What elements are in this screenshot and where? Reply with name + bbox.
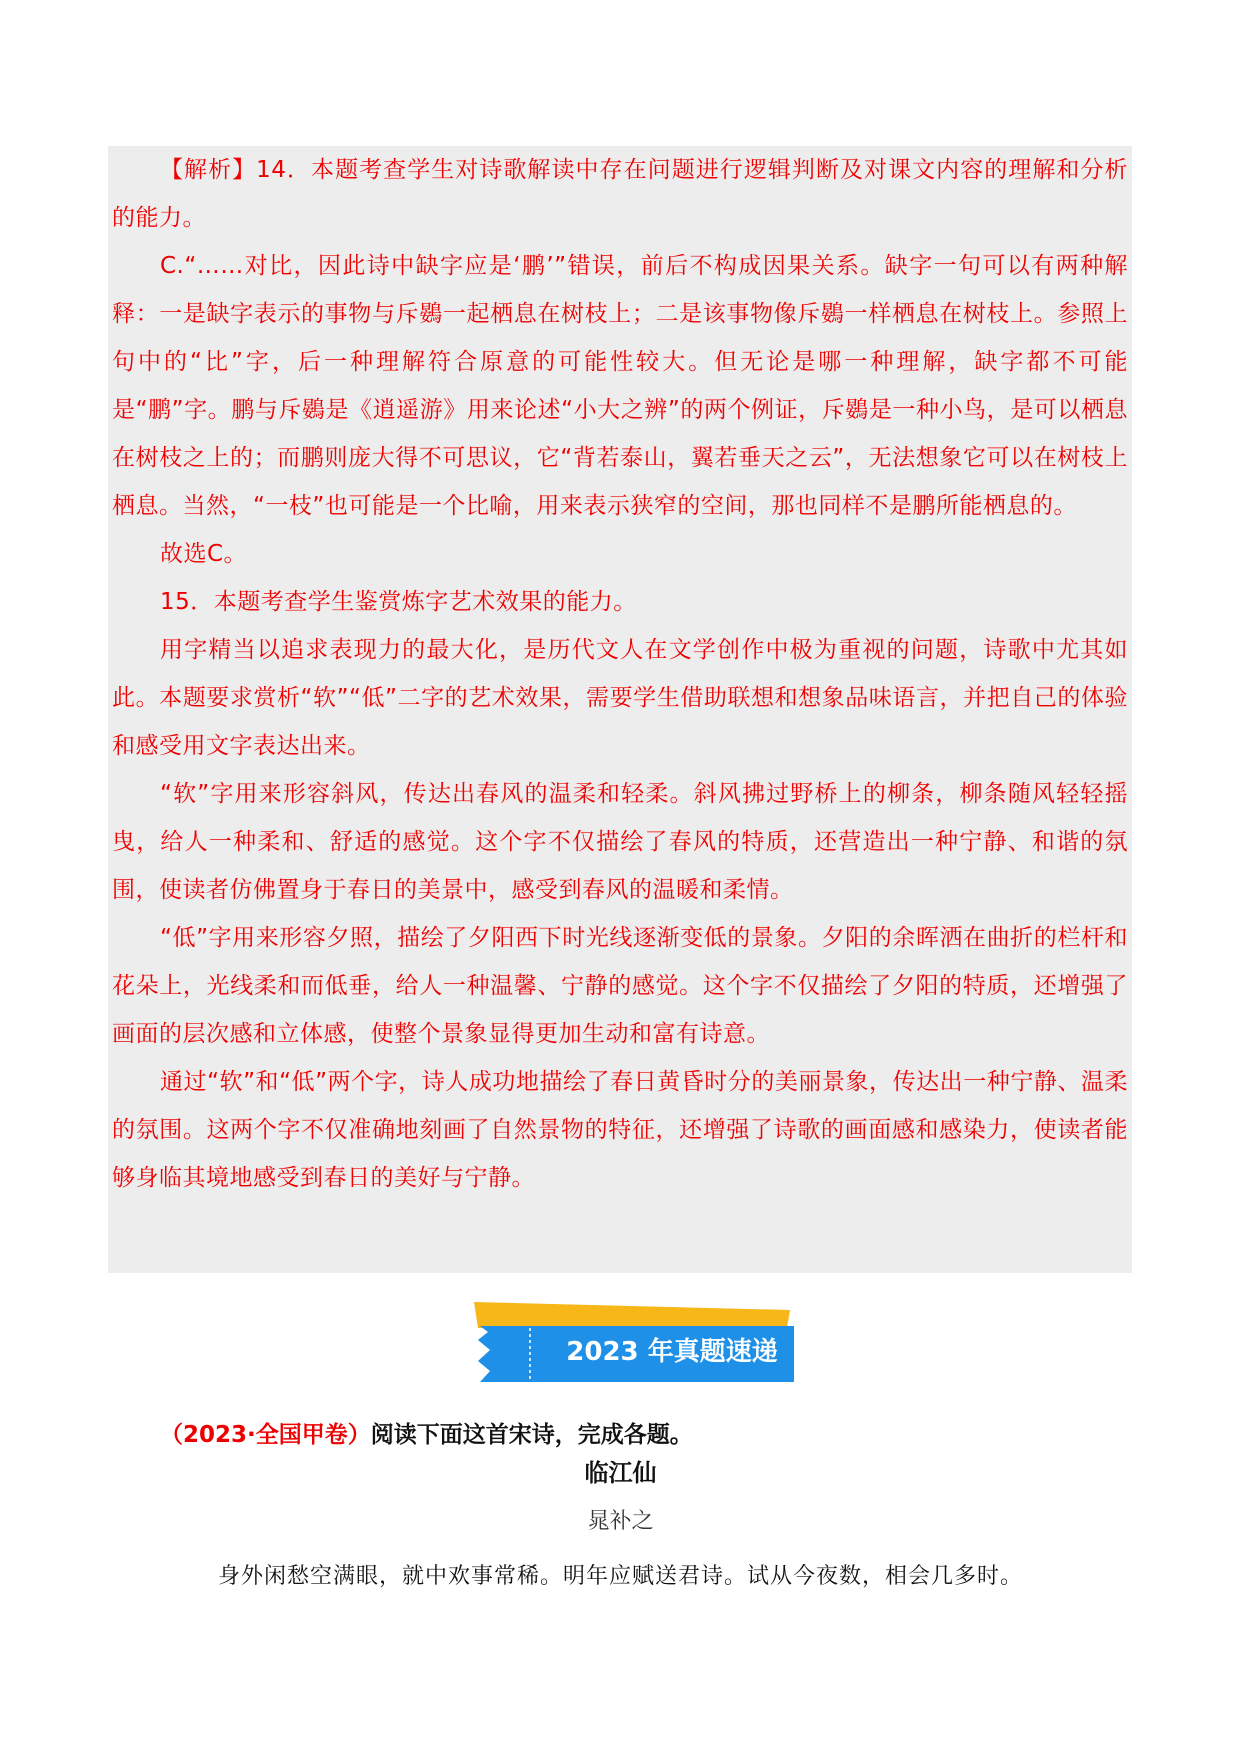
analysis-paragraph-summary: 通过“软”和“低”两个字，诗人成功地描绘了春日黄昏时分的美丽景象，传达出一种宁静、温柔的氛围。这两个字不仅准确地刻画了自然景物的特征，还增强了诗歌的画面感和感染力，使读者能够身临其境地感受到春日的美好与宁静。	[112, 1069, 1128, 1191]
banner-title: 2023 年真题速递	[566, 1337, 778, 1367]
question-prompt: 阅读下面这首宋诗，完成各题。	[370, 1422, 693, 1448]
analysis-paragraph-intro: 用字精当以追求表现力的最大化，是历代文人在文学创作中极为重视的问题，诗歌中尤其如此。本题要求赏析“软”“低”二字的艺术效果，需要学生借助联想和想象品味语言，并把自己的体验和感受用文字表达出来。	[112, 637, 1128, 759]
poem-author: 晁补之	[587, 1509, 654, 1534]
analysis-paragraph-di: “低”字用来形容夕照，描绘了夕阳西下时光线逐渐变低的景象。夕阳的余晖洒在曲折的栏杆和花朵上，光线柔和而低垂，给人一种温馨、宁静的感觉。这个字不仅描绘了夕阳的特质，还增强了画面的层次感和立体感，使整个景象显得更加生动和富有诗意。	[112, 925, 1128, 1047]
question-intro	[160, 1418, 693, 1452]
question-source: （2023·全国甲卷）	[160, 1422, 371, 1448]
poem-line: 身外闲愁空满眼，就中欢事常稀。明年应赋送君诗。试从今夜数，相会几多时。	[217, 1564, 1023, 1589]
poem-title: 临江仙	[584, 1459, 657, 1487]
analysis-paragraph-q15: 15．本题考查学生鉴赏炼字艺术效果的能力。	[160, 589, 637, 615]
section-banner	[460, 1300, 810, 1388]
analysis-paragraph-ruan: “软”字用来形容斜风，传达出春风的温柔和轻柔。斜风拂过野桥上的柳条，柳条随风轻轻摇曳，给人一种柔和、舒适的感觉。这个字不仅描绘了春风的特质，还营造出一种宁静、和谐的氛围，使读者仿佛置身于春日的美景中，感受到春风的温暖和柔情。	[112, 781, 1128, 903]
analysis-panel	[108, 146, 1132, 1273]
analysis-paragraph-q14: 【解析】14．本题考查学生对诗歌解读中存在问题进行逻辑判断及对课文内容的理解和分析的能力。	[112, 157, 1128, 231]
analysis-answer-choice: 故选C。	[160, 541, 248, 567]
analysis-paragraph-option-c: C.“……对比，因此诗中缺字应是‘鹏’”错误，前后不构成因果关系。缺字一句可以有两种解释：一是缺字表示的事物与斥鷃一起栖息在树枝上；二是该事物像斥鷃一样栖息在树枝上。参照上句中的“比”字，后一种理解符合原意的可能性较大。但无论是哪一种理解，缺字都不可能是“鹏”字。鹏与斥鷃是《逍遥游》用来论述“小大之辨”的两个例证，斥鷃是一种小鸟，是可以栖息在树枝之上的；而鹏则庞大得不可思议，它“背若泰山，翼若垂天之云”，无法想象它可以在树枝上栖息。当然，“一枝”也可能是一个比喻，用来表示狭窄的空间，那也同样不是鹏所能栖息的。	[112, 253, 1128, 519]
